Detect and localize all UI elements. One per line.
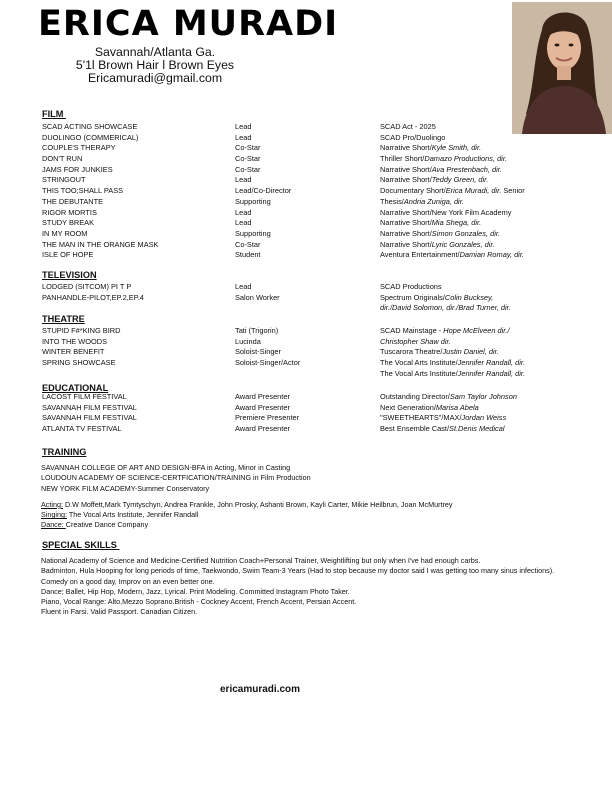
production-name: Aventura Entertainment/ <box>380 250 460 260</box>
headshot-illustration <box>512 2 612 134</box>
director-name: Justin Daniel, dir. <box>442 347 499 357</box>
director-name: Jordan Weiss <box>461 413 507 423</box>
theatre-credit-row <box>42 337 602 348</box>
director-name: Damian Romay, dir. <box>459 250 525 260</box>
credit-title: SAVANNAH FILM FESTIVAL <box>42 413 137 423</box>
credit-production <box>380 337 451 348</box>
film-credit-row <box>42 154 602 165</box>
contact-block <box>60 46 250 85</box>
production-name: The Vocal Arts Institute/ <box>380 358 458 368</box>
skill-line: National Academy of Science and Medicine-Certified Nutrition Coach+Personal Trainer, Weightlifting but only when I've had enough carbs. <box>41 556 481 565</box>
credit-production <box>380 347 499 358</box>
credit-title: SCAD ACTING SHOWCASE <box>42 122 138 131</box>
credit-role: Co-Star <box>235 154 261 164</box>
director-name: Ava Prestenbach, dir. <box>431 164 503 174</box>
production-name: Thesis/ <box>380 196 404 206</box>
director-name: Erica Muradi, dir. <box>445 186 502 196</box>
director-name: Andria Zuniga, dir. <box>403 196 464 206</box>
credit-production <box>380 165 502 176</box>
television-credits <box>42 282 602 314</box>
credit-production <box>380 208 511 219</box>
credit-role: Soloist-Singer <box>235 347 282 357</box>
educational-credit-row <box>42 413 602 424</box>
film-credit-row <box>42 229 602 240</box>
dance-label: Dance: <box>41 520 66 530</box>
credit-title: COUPLE'S THERAPY <box>42 143 116 153</box>
skill-line: Comedy on a good day, Improv on an even better one. <box>41 576 215 586</box>
film-credit-row <box>42 218 602 229</box>
television-credit-row <box>42 282 602 293</box>
credit-production <box>380 250 524 261</box>
skill-line: Piano, Vocal Range: Alto,Mezzo Soprano.British - Cockney Accent, French Accent, Persian Accent. <box>41 597 357 607</box>
production-name: SCAD Productions <box>380 282 442 291</box>
location: Savannah/Atlanta Ga. <box>94 45 216 59</box>
credit-production <box>380 369 525 380</box>
credit-production <box>380 282 442 293</box>
website-link[interactable]: ericamuradi.com <box>220 684 301 695</box>
television-credit-row <box>42 293 602 304</box>
production-name: Documentary Short/ <box>380 186 446 196</box>
credit-production <box>380 197 464 208</box>
physical-stats: 5'1l Brown Hair l Brown Eyes <box>75 58 235 72</box>
film-credit-row <box>42 175 602 186</box>
director-name: Jennifer Randall, dir. <box>457 358 526 368</box>
credit-production <box>380 154 507 165</box>
theatre-credits <box>42 326 602 379</box>
credit-role: Lead <box>235 132 252 142</box>
headshot-photo <box>512 2 612 134</box>
credit-title: THE MAN IN THE ORANGE MASK <box>42 239 159 249</box>
television-credit-row <box>42 303 602 314</box>
credit-production <box>380 293 493 304</box>
director-name: Jennifer Randall, dir. <box>457 368 526 378</box>
director-name: Colin Bucksey, <box>444 292 494 302</box>
director-name: Sam Taylor Johnson <box>449 392 517 401</box>
credit-title: THE DEBUTANTE <box>42 196 104 206</box>
credit-production <box>380 358 525 369</box>
training-line: NEW YORK FILM ACADEMY-Summer Conservatory <box>41 483 210 493</box>
skill-line: Badminton, Hula Hooping for long periods of time, Taekwondo, Swim Team-3 Years (Had to stop because my doctor said I was getting too many sinus infections). <box>41 566 555 576</box>
theatre-credit-row <box>42 369 602 380</box>
section-heading-television: TELEVISION <box>42 270 97 280</box>
singing-teachers <box>41 510 601 520</box>
credit-role: Lead <box>235 175 252 185</box>
dance-list: Creative Dance Company <box>65 520 149 530</box>
section-heading-special-skills: SPECIAL SKILLS <box>42 540 120 550</box>
credit-role: Co-Star <box>235 239 261 249</box>
credit-role: Lead <box>235 122 252 131</box>
credit-role: Lead <box>235 207 252 217</box>
section-heading-training: TRAINING <box>42 447 87 457</box>
credit-production <box>380 424 504 435</box>
director-name: Lyric Gonzales, dir. <box>431 239 495 249</box>
production-name: Narrative Short/ <box>380 218 432 228</box>
production-name: Thriller Short/ <box>380 154 425 164</box>
production-name: SCAD Pro/Duolingo <box>380 132 446 142</box>
dance-teachers <box>41 520 601 530</box>
director-name: Christopher Shaw dir. <box>380 336 451 346</box>
production-name: Best Ensemble Cast/ <box>380 424 450 434</box>
production-name: Tuscarora Theatre/ <box>380 347 443 357</box>
credit-role: Lead <box>235 218 252 228</box>
credit-title: PANHANDLE-PILOT,EP.2,EP.4 <box>42 292 144 302</box>
film-credit-row <box>42 143 602 154</box>
credit-title: THIS TOO;SHALL PASS <box>42 186 124 196</box>
film-credit-row <box>42 186 602 197</box>
credit-title: ISLE OF HOPE <box>42 250 94 260</box>
credit-title: LACOST FILM FESTIVAL <box>42 392 127 401</box>
film-credits <box>42 122 602 261</box>
credit-production <box>380 175 488 186</box>
credit-role: Award Presenter <box>235 392 290 401</box>
credit-title: STRINGOUT <box>42 175 86 185</box>
film-credit-row <box>42 122 602 133</box>
training-block <box>41 463 601 531</box>
production-name: Narrative Short/New York Film Academy <box>380 207 512 217</box>
film-credit-row <box>42 197 602 208</box>
credit-role: Supporting <box>235 196 271 206</box>
credit-role: Lead <box>235 282 252 291</box>
acting-label: Acting: <box>41 499 63 509</box>
credit-title: DON'T RUN <box>42 154 83 164</box>
singing-list: The Vocal Arts Institute, Jennifer Randall <box>66 510 199 520</box>
production-name: Narrative Short/ <box>380 239 432 249</box>
credit-role: Premiere Presenter <box>235 413 300 423</box>
director-name: St.Denis Medical <box>449 424 505 434</box>
credit-role: Lucinda <box>235 336 261 346</box>
production-name: SCAD Act - 2025 <box>380 122 436 131</box>
credit-production <box>380 392 517 403</box>
section-heading-film: FILM <box>42 109 66 119</box>
credit-title: SAVANNAH FILM FESTIVAL <box>42 402 137 412</box>
credit-role: Soloist-Singer/Actor <box>235 358 301 368</box>
film-credit-row <box>42 240 602 251</box>
production-name: The Vocal Arts Institute/ <box>380 368 458 378</box>
credit-role: Student <box>235 250 261 260</box>
credit-role: Award Presenter <box>235 402 290 412</box>
credit-production <box>380 143 481 154</box>
skills-block <box>41 556 589 618</box>
email: Ericamuradi@gmail.com <box>87 71 223 85</box>
production-name: Narrative Short/ <box>380 164 432 174</box>
credit-production <box>380 303 511 314</box>
credit-title: RIGOR MORTIS <box>42 207 97 217</box>
production-name: SCAD Mainstage - <box>380 326 444 335</box>
credit-production <box>380 229 500 240</box>
director-name: Hope McElveen dir./ <box>443 326 510 335</box>
educational-credits <box>42 392 602 435</box>
acting-list: D.W Moffett,Mark Tymtyschyn, Andrea Frankle, John Prosky, Ashanti Brown, Kayli Carter, Mikie Heilbrun, Joan McMurtrey <box>62 499 453 509</box>
training-line: LOUDOUN ACADEMY OF SCIENCE-CERTFICATION/TRAINING in Film Production <box>41 473 311 483</box>
production-name: "SWEETHEARTS"/MAX/ <box>380 413 462 423</box>
credit-role: Salon Worker <box>235 292 280 302</box>
theatre-credit-row <box>42 358 602 369</box>
director-name: Simon Gonzales, dir. <box>431 228 501 238</box>
director-name: Damazo Productions, dir. <box>424 154 508 164</box>
acting-teachers <box>41 500 601 510</box>
production-name: Narrative Short/ <box>380 175 432 185</box>
training-line: SAVANNAH COLLEGE OF ART AND DESIGN-BFA in Acting, Minor in Casting <box>41 463 291 472</box>
educational-credit-row <box>42 392 602 403</box>
skill-line: Dance; Ballet, Hip Hop, Modern, Jazz, Lyrical. Print Modeling. Committed Instagram Photo Taker. <box>41 586 350 596</box>
educational-credit-row <box>42 424 602 435</box>
section-heading-theatre: THEATRE <box>42 314 85 324</box>
singing-label: Singing: <box>41 510 67 520</box>
credit-production <box>380 133 445 144</box>
credit-production <box>380 240 495 251</box>
director-name: Teddy Green, dir. <box>431 175 489 185</box>
credit-role: Tati (Trigorin) <box>235 326 279 335</box>
theatre-credit-row <box>42 326 602 337</box>
film-credit-row <box>42 133 602 144</box>
production-tail: Senior <box>501 186 525 196</box>
director-name: dir./David Solomon, dir./Brad Turner, dir. <box>380 303 511 313</box>
credit-title: LODGED (SITCOM) PI T P <box>42 282 132 291</box>
director-name: Kyle Smith, dir. <box>431 143 482 153</box>
credit-title: SPRING SHOWCASE <box>42 358 116 368</box>
credit-title: STUPID F#*KING BIRD <box>42 326 121 335</box>
director-name: Mia Shega, dir. <box>431 218 482 228</box>
film-credit-row <box>42 250 602 261</box>
credit-production <box>380 122 436 133</box>
credit-title: INTO THE WOODS <box>42 336 108 346</box>
educational-credit-row <box>42 403 602 414</box>
credit-production <box>380 218 481 229</box>
credit-production <box>380 403 479 414</box>
actor-name: ERICA MURADI <box>38 4 339 44</box>
credit-production <box>380 413 506 424</box>
credit-title: IN MY ROOM <box>42 228 88 238</box>
production-name: Outstanding Director/ <box>380 392 450 401</box>
skill-line: Fluent in Farsi. Valid Passport. Canadian Citizen. <box>41 607 198 617</box>
credit-role: Lead/Co-Director <box>235 186 292 196</box>
credit-title: WINTER BENEFIT <box>42 347 105 357</box>
production-name: Next Generation/ <box>380 402 436 412</box>
credit-title: ATLANTA TV FESTIVAL <box>42 424 122 434</box>
section-heading-educational: EDUCATIONAL <box>42 383 109 393</box>
credit-role: Co-Star <box>235 143 261 153</box>
director-name: Marisa Abela <box>435 402 479 412</box>
film-credit-row <box>42 165 602 176</box>
production-name: Narrative Short/ <box>380 143 432 153</box>
credit-role: Award Presenter <box>235 424 290 434</box>
credit-role: Co-Star <box>235 164 261 174</box>
theatre-credit-row <box>42 347 602 358</box>
film-credit-row <box>42 208 602 219</box>
credit-role: Supporting <box>235 228 271 238</box>
production-name: Narrative Short/ <box>380 228 432 238</box>
credit-production <box>380 186 525 197</box>
credit-title: JAMS FOR JUNKIES <box>42 164 113 174</box>
credit-title: DUOLINGO (COMMERICAL) <box>42 132 139 142</box>
credit-title: STUDY BREAK <box>42 218 95 228</box>
production-name: Spectrum Originals/ <box>380 292 445 302</box>
credit-production <box>380 326 510 337</box>
